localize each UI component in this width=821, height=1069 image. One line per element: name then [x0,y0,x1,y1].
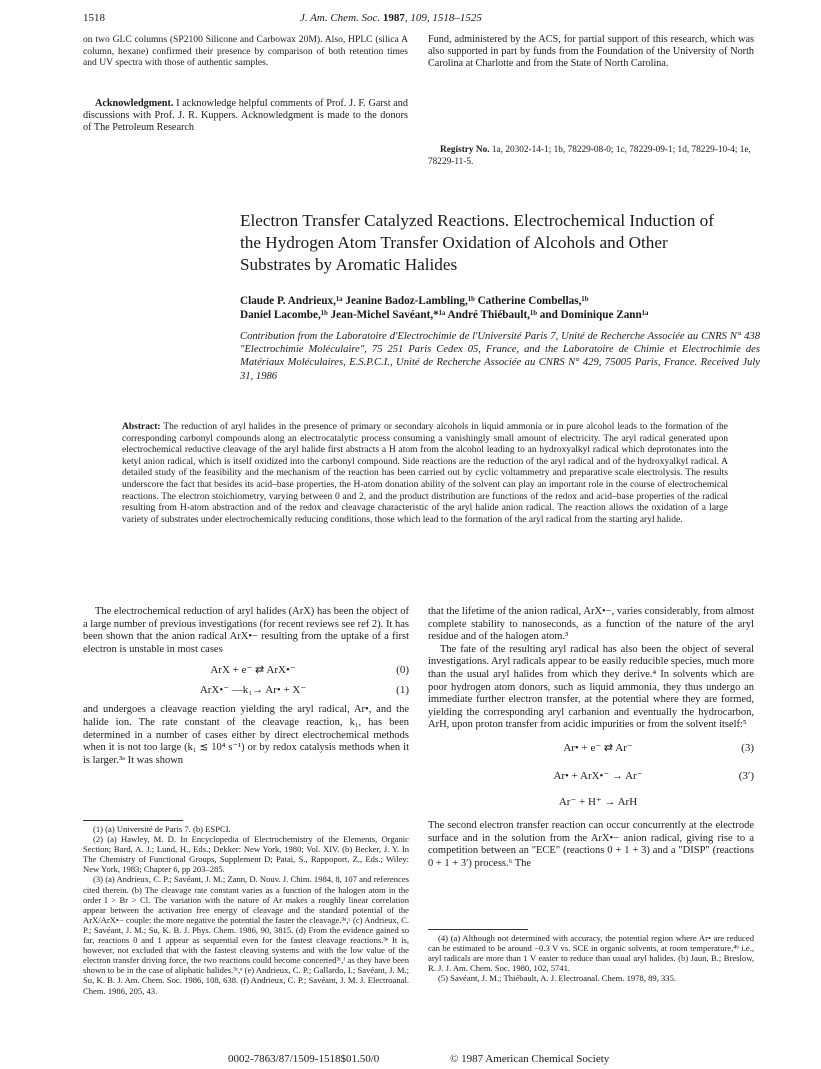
abstract [122,422,728,526]
body-column-right [428,606,754,870]
journal-citation: , 109, 1518–1525 [404,12,482,24]
equation-1-number: (1) [396,684,409,697]
equation-3-prime-number: (3′) [738,769,754,782]
equation-3-prime [428,770,754,790]
body-paragraph: The fate of the resulting aryl radical has also been the object of several investigations. Aryl radicals appear to be easily reducible species, much more than the usual aryl halides from which they derive.⁴ In solvents which are poor hydrogen atom donors, such as liquid ammonia, they thus undergo an immediate further electron transfer, at the potential where they are formed, yielding the corresponding aryl carbanion and eventually the hydrocarbon, ArH, upon proton transfer from acidic impurities or from the solvent itself:⁵ [428,643,754,731]
footnote: (4) (a) Although not determined with accuracy, the potential region where Ar• are reduced can be estimated to be around −0.3 V vs. SCE in organic solvents, at room temperature,⁴ᵇ i.e., aryl radicals are more than 1 V easier to reduce than usual aryl halides. (b) Jaun, B.; Breslow, R. J. J. Am. Chem. Soc. 1980, 102, 5741. [428,933,754,974]
prev-article-funding: Fund, administered by the ACS, for partial support of this research, which was also supported in part by funds from the Foundation of the University of North Carolina at Charlotte and from the State of North Carolina. [428,34,754,69]
equation-1-expr: ArX•⁻ —k₁→ Ar• + X⁻ [199,684,307,697]
footnote-rule [428,929,528,930]
acknowledgment-label: Acknowledgment. [95,98,174,109]
author-list [240,294,760,322]
equation-3-expr: Ar• + e⁻ ⇄ Ar⁻ [563,741,633,754]
acknowledgment [83,98,408,134]
footnotes-left [83,824,409,996]
equation-0 [83,664,409,684]
body-paragraph: The second electron transfer reaction can occur concurrently at the electrode surface and in the solution from the ArX•− anion radical, giving rise to a competition between an "ECE" (reactions 0 + 1 + 3) and a "DISP" (reactions 0 + 1 + 3′) process.⁶ The [428,819,754,869]
article-code: 0002-7863/87/1509-1518$01.50/0 [228,1053,380,1065]
prev-article-col1 [83,34,408,69]
footnote: (1) (a) Université de Paris 7. (b) ESPCI. [93,824,231,834]
registry-text: 1a, 20302-14-1; 1b, 78229-08-0; 1c, 78229-09-1; 1d, 78229-10-4; 1e, 78229-11-5. [428,145,751,167]
copyright: © 1987 American Chemical Society [450,1053,610,1065]
authors-line-1: Claude P. Andrieux,¹ᵃ Jeanine Badoz-Lambling,¹ᵇ Catherine Combellas,¹ᵇ [240,295,589,307]
registry-numbers [428,145,754,168]
equation-0-expr: ArX + e⁻ ⇄ ArX•⁻ [210,664,296,677]
footnote: (2) (a) Hawley, M. D. In Encyclopedia of Electrochemistry of the Elements, Organic Section; Bard, A. J.; Lund, H., Eds.; Dekker: New York, 1980; Vol. XIV. (b) Becker, J. Y. In The Chemistry of Functional Groups, Supplement D; Patai, S., Rappoport, Z., Eds.; Wiley: New York, 1983; Chapter 6, pp 203–285. [83,834,409,875]
article-title: Electron Transfer Catalyzed Reactions. Electrochemical Induction of the Hydrogen Atom Transfer Oxidation of Alcohols and Other Substrates by Aromatic Halides [240,211,714,274]
equation-3-number: (3) [741,741,754,754]
running-header [300,12,482,24]
body-paragraph: that the lifetime of the anion radical, ArX•−, varies considerably, from almost complete stability to nanoseconds, as a function of the nature of the aryl residue and of the halogen atom.³ [428,606,754,643]
equation-4-expr: Ar⁻ + H⁺ → ArH [558,795,638,808]
acknowledgment-text: I acknowledge helpful comments of Prof. J. F. Garst and discussions with Prof. J. R. Kuppers. Acknowledgment is made to the donors of The Petroleum Research [83,98,408,133]
body-paragraph: The electrochemical reduction of aryl halides (ArX) has been the object of a large number of previous investigations (for recent reviews see ref 2). It has been shown that the anion radical ArX•− resulting from the uptake of a first electron is unstable in most cases [83,606,409,655]
registry-label: Registry No. [440,145,490,155]
prev-article-text: on two GLC columns (SP2100 Silicone and Carbowax 20M). Also, HPLC (silica A column, hexane) confirmed their presence by comparison of both retention times and UV spectra with those of authentic samples. [83,34,408,68]
footnote-rule [83,820,183,821]
equation-3 [428,742,754,762]
prev-article-col2 [428,34,754,70]
journal-year: 1987 [382,12,405,24]
affiliation: Contribution from the Laboratoire d'Electrochimie de l'Université Paris 7, Unité de Recherche Associée au CNRS N° 438 "Electrochimie Moléculaire", 75 251 Paris Cedex 05, France, and the Laboratoire de Chimie et Electrochimie des Matériaux Moléculaires, E.S.P.C.I., Unité de Recherche Associée au CNRS N° 429, 75005 Paris, France. Received July 31, 1986 [240,331,760,382]
body-paragraph: and undergoes a cleavage reaction yielding the aryl radical, Ar•, and the halide ion. The rate constant of the cleavage reaction, k₁, has been determined in a number of cases either by direct electrochemical methods when it is not too large (k₁ ≲ 10⁴ s⁻¹) or by redox catalysis methods when it is larger.³ᵃ It was shown [83,704,409,766]
equation-4 [428,796,754,816]
equation-1 [83,684,409,704]
journal-name: J. Am. Chem. Soc. [300,12,381,24]
equation-0-number: (0) [396,664,409,677]
footnotes-right [428,933,754,983]
footnote: (5) Savéant, J. M.; Thiébault, A. J. Electroanal. Chem. 1978, 89, 335. [438,973,677,984]
footnote: (3) (a) Andrieux, C. P.; Savéant, J. M.; Zann, D. Nouv. J. Chim. 1984, 8, 107 and references cited therein. (b) The cleavage rate constant varies as a function of the halogen atom in the order I > Br > Cl. The variation with the nature of Ar makes a roughly linear correlation appear between the activation free energy of cleavage and the standard potential of the ArX/ArX•− couple: the more negative the potential the faster the cleavage.³ᵃ,ᶜ (c) Andrieux, C. P.; Savéant, J. M.; Su, K. B. J. Phys. Chem. 1986, 90, 3815. (d) From the evidence gained so far, reactions 0 and 1 appear as sequential even for the fastest cleavage reactions.³ᵉ It is, however, not excluded that with the fastest cleaving systems and with the low value of the electron transfer driving force, the two reactions could become concerted³ᶜ,ᶠ as they have been shown to be in the case of aliphatic halides.³ᶜ,ᵉ (e) Andrieux, C. P.; Gallardo, I.; Savéant, J. M.; Su, K. B. J. Am. Chem. Soc. 1986, 108, 638. (f) Andrieux, C. P.; Savéant, J. M. J. Electroanal. Chem. 1986, 205, 43. [83,874,409,996]
body-column-left [83,606,409,767]
page-number: 1518 [83,12,105,24]
abstract-text: The reduction of aryl halides in the presence of primary or secondary alcohols in liquid ammonia or in pure alcohol leads to the formation of the corresponding carbonyl compounds along an electrocatalytic process consuming a vanishingly small amount of electricity. The aryl radical generated upon electrochemical reductive cleavage of the aryl halide first abstracts a H atom from the alcohol leading to an hydroxyalkyl radical which deprotonates into the ketyl anion radical, which is itself oxidized into the carbonyl compound. Side reactions are the reduction of the aryl radical and of the hydroxyalkyl radical. A detailed study of the feasibility and the mechanism of the reaction has been carried out by cyclic voltammetry and preparative scale electrolysis. The results underscore the fact that besides its acid–base properties, the H-atom donation ability of the solvent can play an important role in the course of electrochemical reactions. The electron stoichiometry, varying between 0 and 2, and the product distribution are functions of the redox and acid–base properties of the radical resulting from H-atom abstraction and of the redox and cleavage characteristic of the aryl halide anion radical. The reaction allows the oxidation of a large variety of substrates under electrochemically reducing conditions, those which lead to the formation of the aryl radical from the starting aryl halide. [122,422,728,525]
abstract-label: Abstract: [122,422,161,432]
equation-3-prime-expr: Ar• + ArX•⁻ → Ar⁻ [553,769,643,782]
authors-line-2: Daniel Lacombe,¹ᵇ Jean-Michel Savéant,*¹ᵃ André Thiébault,¹ᵇ and Dominique Zann¹ᵃ [240,309,649,321]
